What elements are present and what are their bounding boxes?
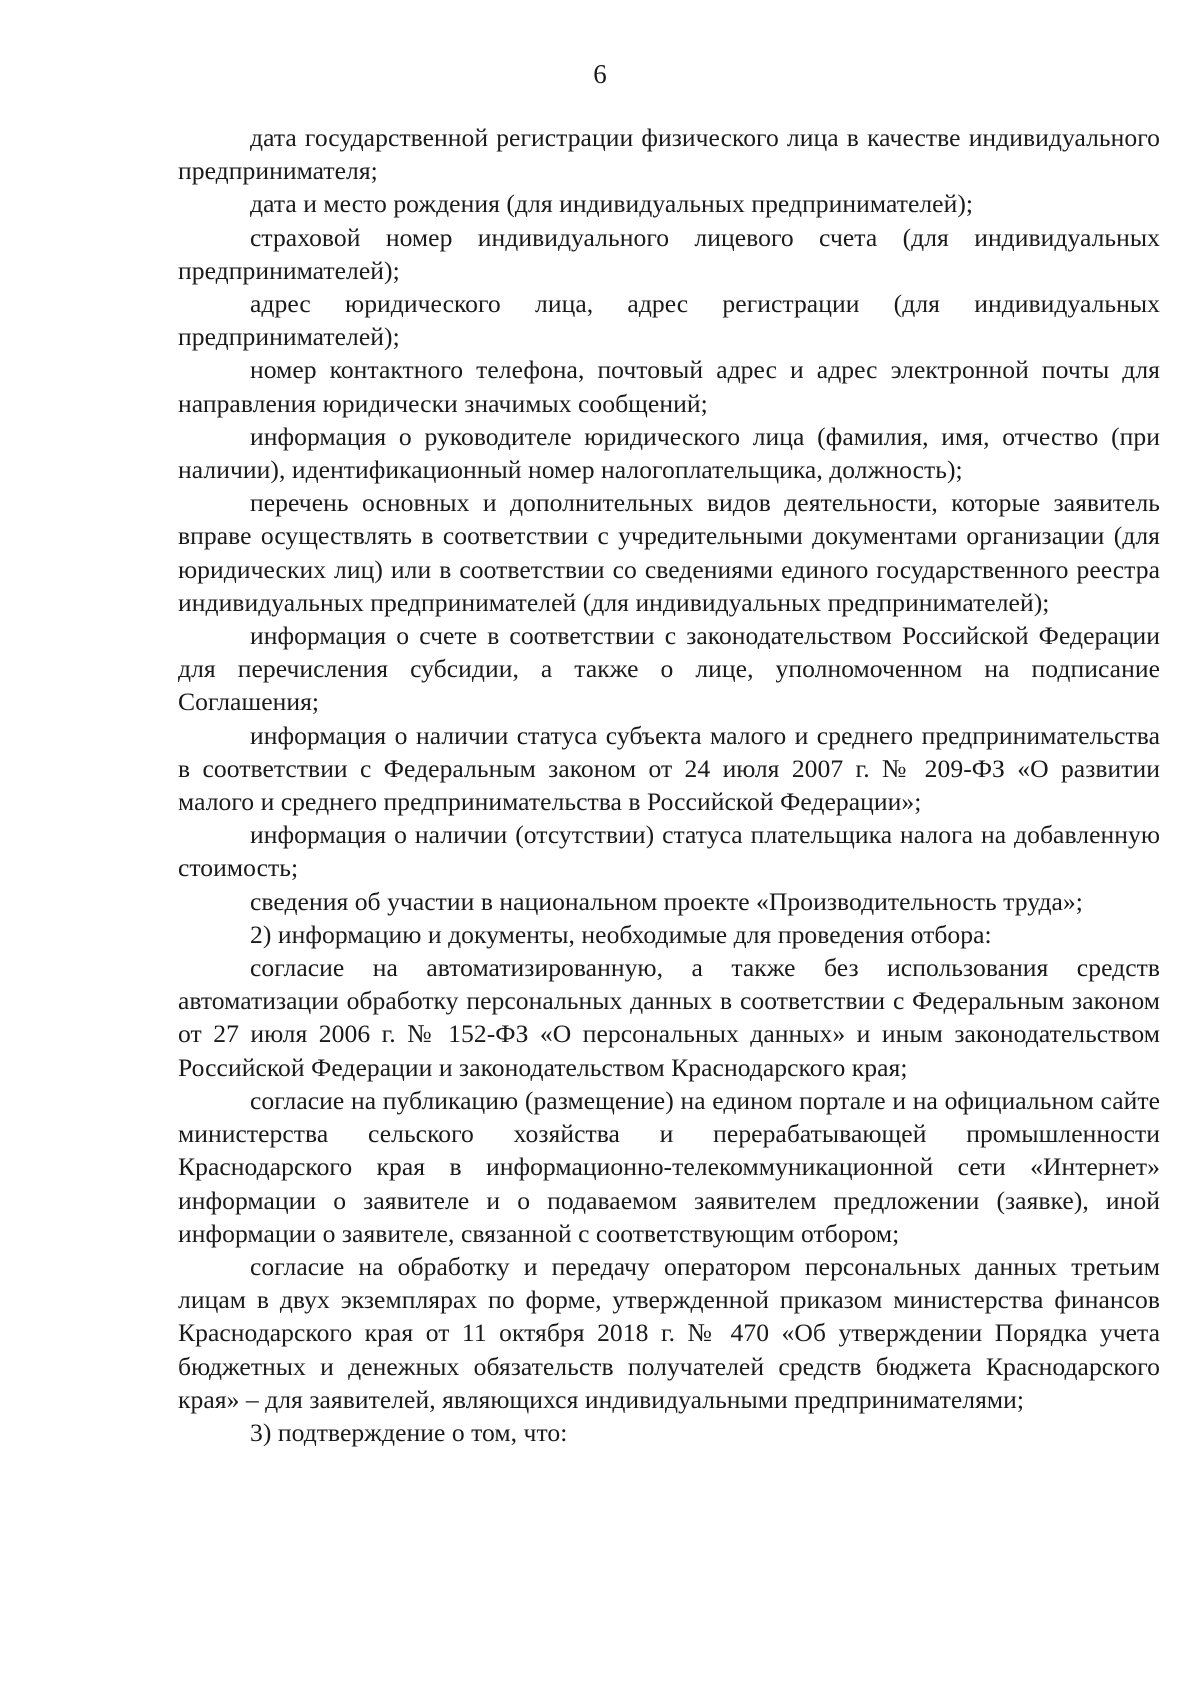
paragraph: согласие на автоматизированную, а также без использования средств автоматизации обработку персональных данных в соответствии с Федеральным законом от 27 июля 2006 г. № 152-ФЗ «О персональных данных» и иным законодательством Российской Федерации и законодательством Краснодарского края; [178, 953, 1160, 1082]
paragraph: информация о наличии (отсутствии) статуса плательщика налога на добавленную стоимость; [178, 820, 1160, 883]
paragraph: дата государственной регистрации физического лица в качестве индивидуального предпринимателя; [178, 123, 1160, 186]
paragraph: 3) подтверждение о том, что: [250, 1417, 568, 1447]
paragraph: сведения об участии в национальном проекте «Производительность труда»; [250, 886, 1083, 916]
page-number: 6 [593, 59, 607, 89]
document-body [178, 121, 1160, 1449]
paragraph: согласие на публикацию (размещение) на едином портале и на официальном сайте министерства сельского хозяйства и перерабатывающей промышленности Краснодарского края в информационно-телекоммуникационной сети «Интернет» информации о заявителе и о подаваемом заявителем предложении (заявке), иной информации о заявителе, связанной с соответствующим отбором; [178, 1085, 1160, 1248]
paragraph: информация о руководителе юридического лица (фамилия, имя, отчество (при наличии), идентификационный номер налогоплательщика, должность); [178, 421, 1160, 485]
paragraph: адрес юридического лица, адрес регистрации (для индивидуальных предпринимателей); [178, 289, 1160, 352]
paragraph: информация о счете в соответствии с законодательством Российской Федерации для перечисления субсидии, а также о лице, уполномоченном на подписание Соглашения; [178, 621, 1160, 717]
paragraph: дата и место рождения (для индивидуальных предпринимателей); [250, 189, 974, 219]
paragraph: согласие на обработку и передачу оператором персональных данных третьим лицам в двух экземплярах по форме, утвержденной приказом министерства финансов Краснодарского края от 11 октября 2018 г. № 470 «Об утверждении Порядка учета бюджетных и денежных обязательств получателей средств бюджета Краснодарского края» – для заявителей, являющихся индивидуальными предпринимателями; [178, 1251, 1160, 1414]
paragraph: перечень основных и дополнительных видов деятельности, которые заявитель вправе осуществлять в соответствии с учредительными документами организации (для юридических лиц) или в соответствии со сведениями единого государственного реестра индивидуальных предпринимателей (для индивидуальных предпринимателей); [178, 488, 1160, 617]
paragraph: 2) информацию и документы, необходимые для проведения отбора: [250, 919, 992, 949]
paragraph: номер контактного телефона, почтовый адрес и адрес электронной почты для направления юридически значимых сообщений; [178, 355, 1160, 418]
paragraph: информация о наличии статуса субъекта малого и среднего предпринимательства в соответствии с Федеральным законом от 24 июля 2007 г. № 209-ФЗ «О развитии малого и среднего предпринимательства в Российской Федерации»; [178, 720, 1160, 817]
paragraph: страховой номер индивидуального лицевого счета (для индивидуальных предпринимателей); [178, 222, 1160, 285]
